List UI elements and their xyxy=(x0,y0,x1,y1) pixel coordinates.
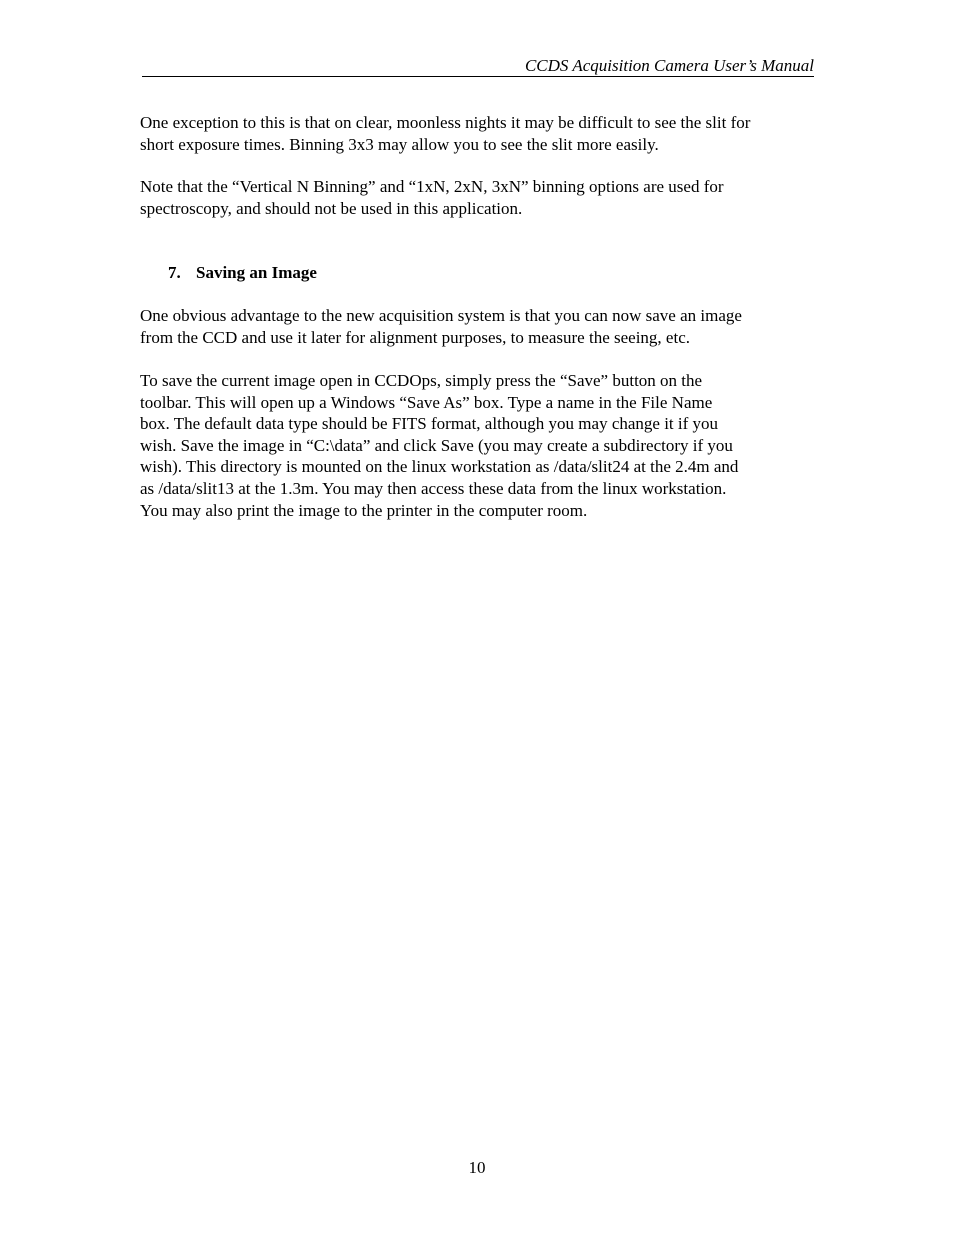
page-number: 10 xyxy=(468,1158,486,1177)
text-line: Note that the “Vertical N Binning” and “1xN, 2xN, 3xN” binning options are used for xyxy=(140,177,724,196)
section-number: 7. xyxy=(168,263,181,282)
text-line: One obvious advantage to the new acquisition system is that you can now save an image xyxy=(140,306,742,325)
paragraph-binning-note xyxy=(140,176,820,219)
text-line: spectroscopy, and should not be used in this application. xyxy=(140,198,523,218)
text-line: wish. Save the image in “C:\data” and click Save (you may create a subdirectory if you xyxy=(140,435,733,455)
text-line: short exposure times. Binning 3x3 may allow you to see the slit more easily. xyxy=(140,134,659,154)
text-line: as /data/slit13 at the 1.3m. You may then access these data from the linux workstation. xyxy=(140,478,727,498)
text-line: toolbar. This will open up a Windows “Save As” box. Type a name in the File Name xyxy=(140,392,713,412)
page-header xyxy=(142,56,814,77)
text-line: wish). This directory is mounted on the linux workstation as /data/slit24 at the 2.4m and xyxy=(140,457,739,477)
paragraph-save-instructions xyxy=(140,370,820,521)
section-heading xyxy=(168,262,317,284)
document-title: CCDS Acquisition Camera User’s Manual xyxy=(524,56,814,75)
text-line: from the CCD and use it later for alignment purposes, to measure the seeing, etc. xyxy=(140,327,690,347)
paragraph-slit-visibility xyxy=(140,112,820,155)
text-line: One exception to this is that on clear, moonless nights it may be difficult to see the slit for xyxy=(140,113,751,132)
text-line: You may also print the image to the printer in the computer room. xyxy=(140,500,588,520)
paragraph-save-advantage xyxy=(140,305,820,348)
text-line: To save the current image open in CCDOps, simply press the “Save” button on the xyxy=(140,371,703,390)
section-title: Saving an Image xyxy=(196,263,317,282)
text-line: box. The default data type should be FITS format, although you may change it if you xyxy=(140,414,719,434)
